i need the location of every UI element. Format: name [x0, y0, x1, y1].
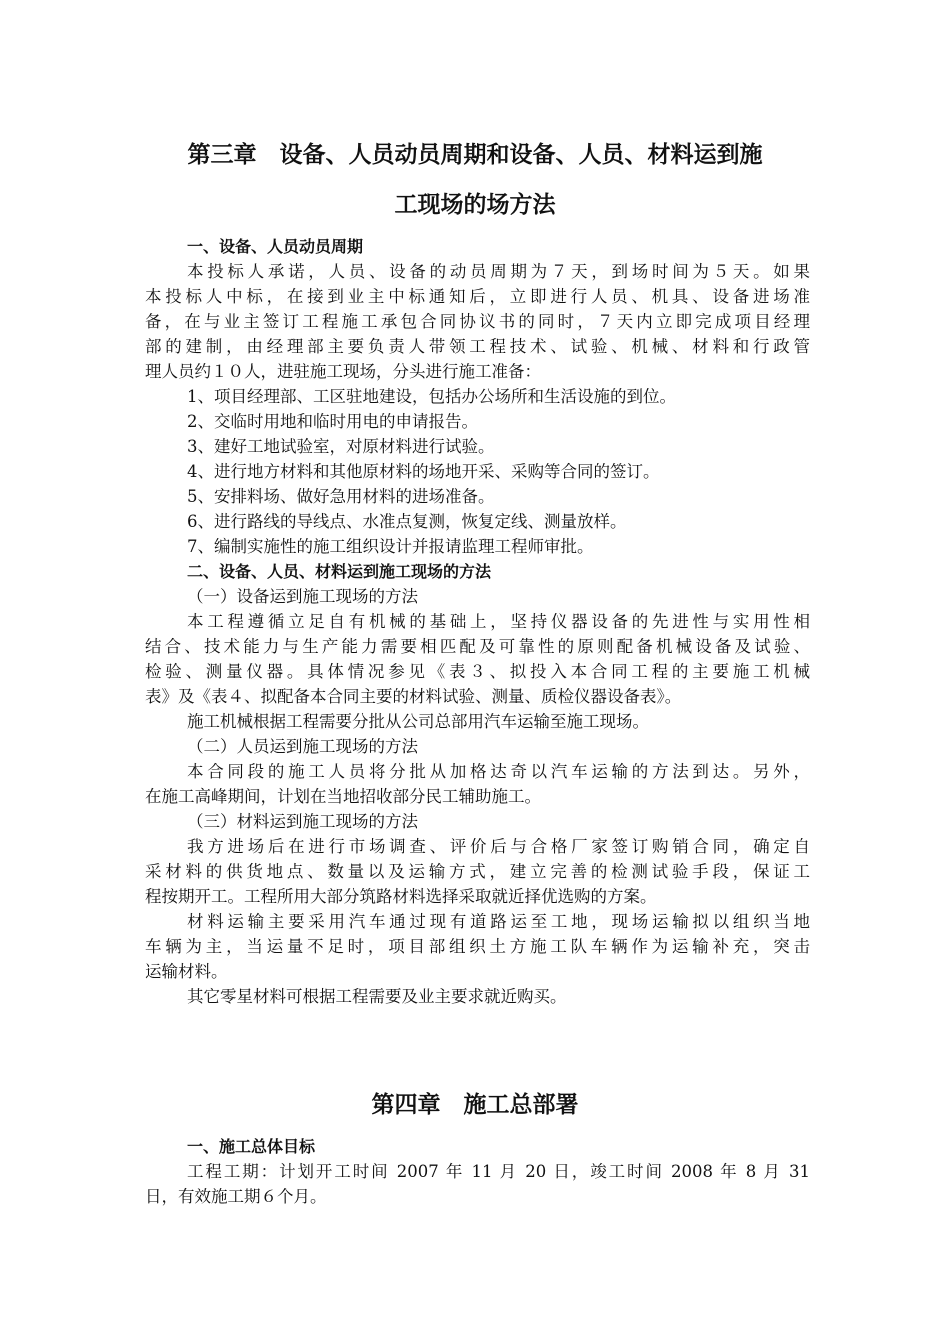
chapter3-title-line1: 第三章 设备、人员动员周期和设备、人员、材料运到施 [187, 142, 763, 168]
list-item: 2、交临时用地和临时用电的申请报告。 [187, 412, 478, 431]
paragraph-line: 表》及《表４、拟配备本合同主要的材料试验、测量、质检仪器设备表》。 [145, 687, 682, 706]
paragraph-line: 结合、技术能力与生产能力需要相匹配及可靠性的原则配备机械设备及试验、 [145, 637, 810, 656]
paragraph-line: 本工程遵循立足自有机械的基础上，坚持仪器设备的先进性与实用性相 [187, 612, 810, 631]
paragraph-line: 检验、测量仪器。具体情况参见《表３、拟投入本合同工程的主要施工机械 [145, 662, 810, 681]
paragraph-line: 理人员约１０人，进驻施工现场，分头进行施工准备： [145, 362, 541, 381]
section-heading: 一、施工总体目标 [187, 1137, 316, 1156]
list-item: 3、建好工地试验室，对原材料进行试验。 [187, 437, 495, 456]
chapter4-title: 第四章 施工总部署 [371, 1092, 579, 1118]
list-item: 4、进行地方材料和其他原材料的场地开采、采购等合同的签订。 [187, 462, 660, 481]
chapter3-title-line2: 工现场的场方法 [394, 192, 556, 218]
paragraph-line: 程按期开工。工程所用大部分筑路材料选择采取就近择优选购的方案。 [145, 887, 657, 906]
paragraph-line: 我方进场后在进行市场调查、评价后与合格厂家签订购销合同，确定自 [187, 837, 810, 856]
paragraph-line: 本投标人承诺，人员、设备的动员周期为７天，到场时间为５天。如果 [187, 262, 810, 281]
section-heading: 一、设备、人员动员周期 [187, 237, 364, 256]
paragraph-line: 其它零星材料可根据工程需要及业主要求就近购买。 [187, 987, 567, 1006]
subsection-heading: （三）材料运到施工现场的方法 [187, 812, 418, 831]
paragraph-line: 本投标人中标，在接到业主中标通知后，立即进行人员、机具、设备进场准 [145, 287, 810, 306]
paragraph-line: 车辆为主，当运量不足时，项目部组织土方施工队车辆作为运输补充，突击 [145, 937, 810, 956]
subsection-heading: （二）人员运到施工现场的方法 [187, 737, 418, 756]
paragraph-line: 采材料的供货地点、数量以及运输方式，建立完善的检测试验手段，保证工 [145, 862, 810, 881]
paragraph-line: 日，有效施工期６个月。 [145, 1187, 327, 1206]
paragraph-line: 工程工期：计划开工时间 2007 年 11 月 20 日，竣工时间 2008 年 8 月 31 [187, 1162, 810, 1181]
list-item: 5、安排料场、做好急用材料的进场准备。 [187, 487, 495, 506]
list-item: 6、进行路线的导线点、水准点复测，恢复定线、测量放样。 [187, 512, 627, 531]
paragraph-line: 本合同段的施工人员将分批从加格达奇以汽车运输的方法到达。另外， [187, 762, 810, 781]
paragraph-line: 施工机械根据工程需要分批从公司总部用汽车运输至施工现场。 [187, 712, 649, 731]
paragraph-line: 备，在与业主签订工程施工承包合同协议书的同时，７天内立即完成项目经理 [145, 312, 810, 331]
paragraph-line: 运输材料。 [145, 962, 228, 981]
list-item: 7、编制实施性的施工组织设计并报请监理工程师审批。 [187, 537, 594, 556]
paragraph-line: 材料运输主要采用汽车通过现有道路运至工地，现场运输拟以组织当地 [187, 912, 810, 931]
subsection-heading: （一）设备运到施工现场的方法 [187, 587, 418, 606]
list-item: 1、项目经理部、工区驻地建设，包括办公场所和生活设施的到位。 [187, 387, 676, 406]
paragraph-line: 在施工高峰期间，计划在当地招收部分民工辅助施工。 [145, 787, 541, 806]
paragraph-line: 部的建制，由经理部主要负责人带领工程技术、试验、机械、材料和行政管 [145, 337, 810, 356]
section-heading: 二、设备、人员、材料运到施工现场的方法 [187, 562, 492, 581]
